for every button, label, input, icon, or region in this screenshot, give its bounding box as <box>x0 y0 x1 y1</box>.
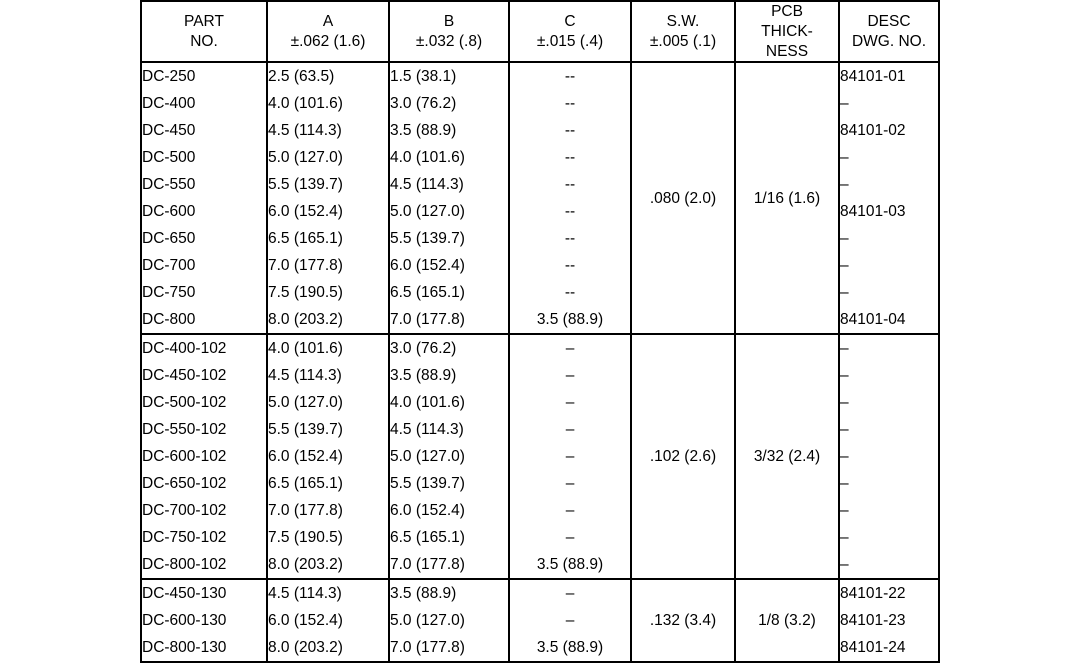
header-line: A <box>322 12 334 30</box>
cell-part-no: DC-750-102 <box>141 524 267 551</box>
cell-dim-c: -- <box>509 279 631 306</box>
cell-dim-c: -- <box>509 117 631 144</box>
cell-dim-b: 3.0 (76.2) <box>389 334 509 362</box>
cell-dim-c: – <box>509 362 631 389</box>
cell-desc-dwg-no: – <box>839 90 939 117</box>
cell-dim-a: 4.5 (114.3) <box>267 362 389 389</box>
cell-desc-dwg-no: 84101-03 <box>839 198 939 225</box>
cell-dim-a: 5.0 (127.0) <box>267 144 389 171</box>
cell-desc-dwg-no: 84101-22 <box>839 579 939 607</box>
header-line: ±.015 (.4) <box>536 32 604 50</box>
cell-sw: .102 (2.6) <box>631 334 735 579</box>
header-line: ±.032 (.8) <box>415 32 483 50</box>
cell-part-no: DC-700-102 <box>141 497 267 524</box>
cell-desc-dwg-no: 84101-23 <box>839 607 939 634</box>
column-header-sw <box>631 1 735 62</box>
cell-dim-a: 2.5 (63.5) <box>267 62 389 90</box>
cell-desc-dwg-no: 84101-02 <box>839 117 939 144</box>
cell-dim-c: -- <box>509 252 631 279</box>
header-line: NESS <box>765 42 809 60</box>
column-header-part-no <box>141 1 267 62</box>
cell-part-no: DC-800-130 <box>141 634 267 662</box>
cell-sw: .132 (3.4) <box>631 579 735 662</box>
cell-dim-a: 4.5 (114.3) <box>267 579 389 607</box>
cell-dim-a: 6.5 (165.1) <box>267 470 389 497</box>
cell-dim-c: 3.5 (88.9) <box>509 634 631 662</box>
cell-dim-b: 4.5 (114.3) <box>389 171 509 198</box>
cell-part-no: DC-450-130 <box>141 579 267 607</box>
cell-dim-b: 5.0 (127.0) <box>389 607 509 634</box>
column-header-a <box>267 1 389 62</box>
cell-dim-c: -- <box>509 62 631 90</box>
cell-sw: .080 (2.0) <box>631 62 735 334</box>
cell-pcb-thickness: 3/32 (2.4) <box>735 334 839 579</box>
cell-dim-a: 4.0 (101.6) <box>267 334 389 362</box>
cell-dim-c: -- <box>509 225 631 252</box>
cell-part-no: DC-800 <box>141 306 267 334</box>
cell-dim-c: – <box>509 443 631 470</box>
cell-dim-b: 4.0 (101.6) <box>389 389 509 416</box>
column-header-desc-dwg-no <box>839 1 939 62</box>
cell-part-no: DC-800-102 <box>141 551 267 579</box>
header-line: B <box>443 12 455 30</box>
cell-dim-a: 8.0 (203.2) <box>267 306 389 334</box>
cell-dim-b: 7.0 (177.8) <box>389 306 509 334</box>
cell-part-no: DC-550-102 <box>141 416 267 443</box>
cell-dim-c: – <box>509 497 631 524</box>
column-header-pcb-thickness <box>735 1 839 62</box>
cell-desc-dwg-no: 84101-24 <box>839 634 939 662</box>
cell-dim-a: 7.0 (177.8) <box>267 252 389 279</box>
table-row <box>141 334 939 362</box>
cell-dim-b: 3.5 (88.9) <box>389 362 509 389</box>
cell-desc-dwg-no: – <box>839 225 939 252</box>
cell-dim-b: 5.0 (127.0) <box>389 443 509 470</box>
cell-dim-c: – <box>509 470 631 497</box>
table-body <box>141 62 939 662</box>
cell-dim-a: 6.0 (152.4) <box>267 198 389 225</box>
cell-desc-dwg-no: – <box>839 497 939 524</box>
header-line: DESC <box>867 12 911 30</box>
cell-dim-c: – <box>509 579 631 607</box>
cell-dim-a: 5.5 (139.7) <box>267 171 389 198</box>
cell-dim-c: 3.5 (88.9) <box>509 306 631 334</box>
cell-dim-c: – <box>509 416 631 443</box>
header-line: THICK- <box>761 22 813 40</box>
cell-dim-b: 7.0 (177.8) <box>389 551 509 579</box>
cell-dim-b: 6.5 (165.1) <box>389 524 509 551</box>
cell-part-no: DC-600-102 <box>141 443 267 470</box>
cell-desc-dwg-no: – <box>839 252 939 279</box>
cell-desc-dwg-no: – <box>839 524 939 551</box>
cell-dim-b: 5.5 (139.7) <box>389 225 509 252</box>
cell-dim-c: – <box>509 607 631 634</box>
table-header <box>141 1 939 62</box>
cell-dim-c: 3.5 (88.9) <box>509 551 631 579</box>
cell-dim-b: 5.5 (139.7) <box>389 470 509 497</box>
column-header-c <box>509 1 631 62</box>
cell-desc-dwg-no: – <box>839 551 939 579</box>
cell-dim-c: -- <box>509 144 631 171</box>
cell-desc-dwg-no: 84101-01 <box>839 62 939 90</box>
cell-dim-c: – <box>509 524 631 551</box>
header-line: ±.062 (1.6) <box>290 32 366 50</box>
cell-desc-dwg-no: – <box>839 144 939 171</box>
cell-dim-c: – <box>509 389 631 416</box>
column-header-b <box>389 1 509 62</box>
cell-dim-a: 5.0 (127.0) <box>267 389 389 416</box>
cell-dim-a: 8.0 (203.2) <box>267 634 389 662</box>
cell-dim-a: 7.5 (190.5) <box>267 524 389 551</box>
cell-part-no: DC-650 <box>141 225 267 252</box>
cell-dim-b: 3.0 (76.2) <box>389 90 509 117</box>
cell-dim-a: 7.0 (177.8) <box>267 497 389 524</box>
cell-dim-a: 6.0 (152.4) <box>267 443 389 470</box>
cell-part-no: DC-500-102 <box>141 389 267 416</box>
cell-desc-dwg-no: – <box>839 171 939 198</box>
cell-part-no: DC-600-130 <box>141 607 267 634</box>
cell-part-no: DC-550 <box>141 171 267 198</box>
header-line: DWG. NO. <box>851 32 927 50</box>
cell-part-no: DC-650-102 <box>141 470 267 497</box>
cell-desc-dwg-no: – <box>839 334 939 362</box>
cell-dim-b: 4.0 (101.6) <box>389 144 509 171</box>
cell-dim-a: 6.0 (152.4) <box>267 607 389 634</box>
cell-part-no: DC-400 <box>141 90 267 117</box>
cell-part-no: DC-500 <box>141 144 267 171</box>
header-line: C <box>564 12 576 30</box>
cell-dim-a: 7.5 (190.5) <box>267 279 389 306</box>
cell-dim-b: 3.5 (88.9) <box>389 117 509 144</box>
cell-dim-b: 7.0 (177.8) <box>389 634 509 662</box>
cell-part-no: DC-600 <box>141 198 267 225</box>
cell-dim-c: -- <box>509 171 631 198</box>
header-row <box>141 1 939 62</box>
cell-dim-c: – <box>509 334 631 362</box>
cell-pcb-thickness: 1/16 (1.6) <box>735 62 839 334</box>
cell-dim-c: -- <box>509 90 631 117</box>
cell-dim-b: 3.5 (88.9) <box>389 579 509 607</box>
cell-pcb-thickness: 1/8 (3.2) <box>735 579 839 662</box>
cell-desc-dwg-no: – <box>839 470 939 497</box>
cell-dim-a: 6.5 (165.1) <box>267 225 389 252</box>
cell-part-no: DC-400-102 <box>141 334 267 362</box>
cell-part-no: DC-450 <box>141 117 267 144</box>
cell-dim-a: 8.0 (203.2) <box>267 551 389 579</box>
header-line: PART <box>184 12 224 30</box>
table-row <box>141 579 939 607</box>
cell-part-no: DC-700 <box>141 252 267 279</box>
cell-dim-b: 6.5 (165.1) <box>389 279 509 306</box>
cell-dim-c: -- <box>509 198 631 225</box>
cell-desc-dwg-no: – <box>839 443 939 470</box>
cell-dim-b: 1.5 (38.1) <box>389 62 509 90</box>
cell-desc-dwg-no: – <box>839 416 939 443</box>
table-row <box>141 62 939 90</box>
cell-dim-b: 6.0 (152.4) <box>389 252 509 279</box>
cell-desc-dwg-no: 84101-04 <box>839 306 939 334</box>
cell-dim-b: 6.0 (152.4) <box>389 497 509 524</box>
cell-desc-dwg-no: – <box>839 389 939 416</box>
cell-desc-dwg-no: – <box>839 279 939 306</box>
cell-part-no: DC-750 <box>141 279 267 306</box>
header-line: NO. <box>190 32 218 50</box>
header-line: S.W. <box>666 12 700 30</box>
cell-desc-dwg-no: – <box>839 362 939 389</box>
header-line: PCB <box>771 3 803 20</box>
cell-part-no: DC-250 <box>141 62 267 90</box>
cell-dim-a: 5.5 (139.7) <box>267 416 389 443</box>
cell-part-no: DC-450-102 <box>141 362 267 389</box>
cell-dim-b: 4.5 (114.3) <box>389 416 509 443</box>
part-specification-table <box>140 0 940 663</box>
cell-dim-b: 5.0 (127.0) <box>389 198 509 225</box>
header-line: ±.005 (.1) <box>649 32 717 50</box>
cell-dim-a: 4.5 (114.3) <box>267 117 389 144</box>
cell-dim-a: 4.0 (101.6) <box>267 90 389 117</box>
